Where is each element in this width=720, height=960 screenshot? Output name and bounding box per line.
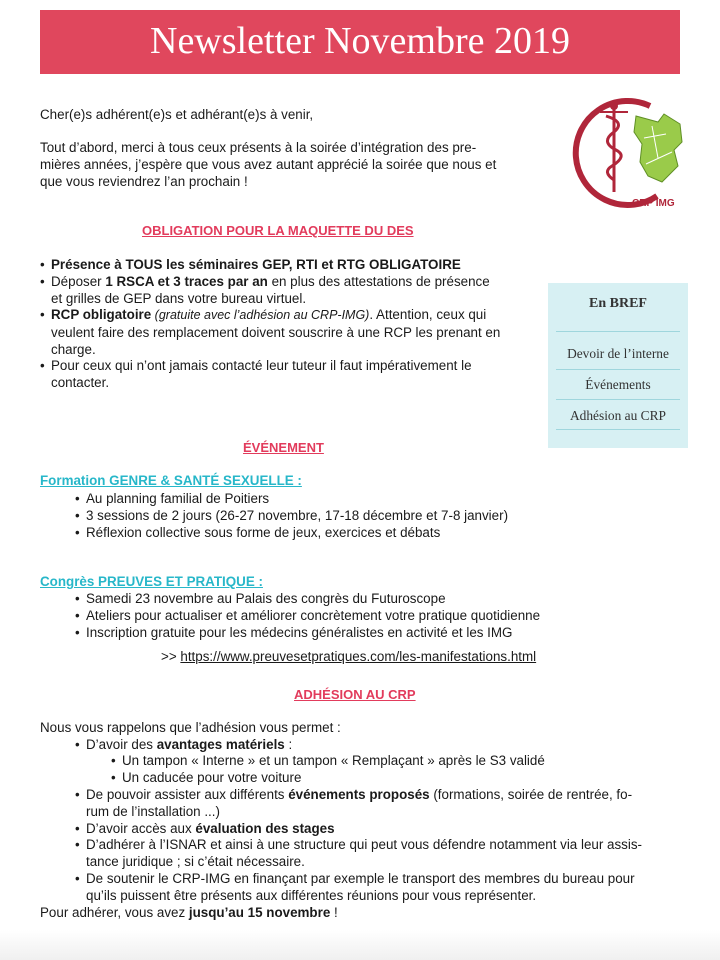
adhesion-subitem: • Un caducée pour votre voiture: [111, 770, 302, 785]
text: !: [330, 905, 338, 920]
adhesion-item-4: • D’adhérer à l’ISNAR et ainsi à une structure qui peut vous défendre notamment via leur assis- tance juridique ; si c’était nécessaire.: [75, 837, 642, 869]
divider: [556, 331, 680, 332]
divider: [556, 399, 680, 400]
text: veulent faire des remplacement doivent souscrire à une RCP les prenant en: [51, 325, 501, 340]
congres-title: Congrès PREUVES ET PRATIQUE :: [40, 574, 263, 589]
divider: [556, 369, 680, 370]
text: Déposer: [51, 274, 106, 289]
bref-item-adhesion[interactable]: Adhésion au CRP: [570, 408, 666, 423]
intro-line-1: Tout d’abord, merci à tous ceux présents à la soirée d’intégration des pre-: [40, 140, 477, 155]
formation-item: • 3 sessions de 2 jours (26-27 novembre, 17-18 décembre et 7-8 janvier): [75, 508, 509, 523]
text: qu’ils puissent être présents aux différentes réunions pour vous représenter.: [86, 888, 537, 903]
text: D’avoir des: [86, 737, 157, 752]
obligation-item-2: • Déposer 1 RSCA et 3 traces par an en plus des attestations de présence et grilles de GEP dans votre bureau virtuel.: [40, 274, 490, 306]
congres-item: • Ateliers pour actualiser et améliorer concrètement votre pratique quotidienne: [75, 608, 541, 623]
bref-item-evenements[interactable]: Événements: [585, 377, 651, 392]
newsletter-title: Newsletter Novembre 2019: [40, 10, 680, 74]
text: Pour adhérer, vous avez: [40, 905, 189, 920]
italic-note: (gratuite avec l’adhésion au CRP-IMG): [151, 308, 370, 322]
text: contacter.: [51, 375, 110, 390]
text: Au planning familial de Poitiers: [86, 491, 270, 506]
text: De pouvoir assister aux différents: [86, 787, 289, 802]
text: et grilles de GEP dans votre bureau virtuel.: [51, 291, 307, 306]
en-bref-box: [548, 283, 688, 448]
intro-line-2: mières années, j’espère que vous avez autant apprécié la soirée que nous et: [40, 157, 497, 172]
adhesion-heading: ADHÉSION AU CRP: [294, 687, 416, 702]
crp-img-logo: [562, 92, 690, 214]
text: Un tampon « Interne » et un tampon « Remplaçant » après le S3 validé: [122, 753, 545, 768]
preuves-pratiques-link[interactable]: https://www.preuvesetpratiques.com/les-manifestations.html: [180, 649, 537, 664]
greeting: Cher(e)s adhérent(e)s et adhérant(e)s à venir,: [40, 107, 314, 122]
text: D’avoir accès aux: [86, 821, 196, 836]
divider: [556, 429, 680, 430]
congres-item: • Inscription gratuite pour les médecins généralistes en activité et les IMG: [75, 625, 513, 640]
obligation-item-1-text: Présence à TOUS les séminaires GEP, RTI et RTG OBLIGATOIRE: [51, 257, 461, 272]
adhesion-item-5: • De soutenir le CRP-IMG en finançant par exemple le transport des membres du bureau pour qu’ils puissent être présents aux différentes réunions pour vous représenter.: [75, 871, 635, 903]
bold-text: évaluation des stages: [195, 821, 335, 836]
bold-text: 1 RSCA et 3 traces par an: [105, 274, 268, 289]
bold-text: RCP obligatoire: [51, 307, 152, 322]
obligation-item-1: • Présence à TOUS les séminaires GEP, RTI et RTG OBLIGATOIRE: [40, 257, 461, 272]
text: De soutenir le CRP-IMG en finançant par exemple le transport des membres du bureau pour: [86, 871, 635, 886]
text: en plus des attestations de présence: [267, 274, 490, 289]
adhesion-item-1: • D’avoir des avantages matériels :: [75, 737, 293, 752]
link-prefix: >>: [161, 649, 181, 664]
text: :: [284, 737, 293, 752]
adhesion-item-2: • De pouvoir assister aux différents événements proposés (formations, soirée de rentrée, fo- rum de l’installation ...): [75, 787, 633, 819]
congres-link-line: [161, 648, 536, 665]
text: tance juridique ; si c’était nécessaire.: [86, 854, 305, 869]
obligation-heading: OBLIGATION POUR LA MAQUETTE DU DES: [142, 223, 414, 238]
formation-title: Formation GENRE & SANTÉ SEXUELLE :: [40, 473, 302, 488]
adhesion-closing: [40, 904, 338, 921]
page-bottom-shade: [0, 930, 720, 960]
text: D’adhérer à l’ISNAR et ainsi à une structure qui peut vous défendre notamment via leur assis-: [86, 837, 642, 852]
text: 3 sessions de 2 jours (26-27 novembre, 17-18 décembre et 7-8 janvier): [86, 508, 509, 523]
obligation-item-4: • Pour ceux qui n’ont jamais contacté leur tuteur il faut impérativement le contacter.: [40, 358, 472, 390]
formation-item: • Réflexion collective sous forme de jeux, exercices et débats: [75, 525, 441, 540]
text: Samedi 23 novembre au Palais des congrès du Futuroscope: [86, 591, 446, 606]
text: (formations, soirée de rentrée, fo-: [429, 787, 633, 802]
obligation-item-3: • RCP obligatoire (gratuite avec l’adhésion au CRP-IMG). Attention, ceux qui veulent faire des remplacement doivent souscrire à une RCP les prenant en charge.: [40, 307, 501, 357]
adhesion-item-3: • D’avoir accès aux évaluation des stages: [75, 821, 335, 836]
text: charge.: [51, 342, 96, 357]
bold-text: avantages matériels: [156, 737, 285, 752]
text: Inscription gratuite pour les médecins généralistes en activité et les IMG: [86, 625, 513, 640]
bref-item-devoir[interactable]: Devoir de l’interne: [567, 346, 669, 361]
bold-text: jusqu’au 15 novembre: [188, 905, 331, 920]
en-bref-title: En BREF: [589, 296, 647, 311]
adhesion-intro: Nous vous rappelons que l’adhésion vous permet :: [40, 720, 341, 735]
text: . Attention, ceux qui: [369, 307, 487, 322]
adhesion-subitem: • Un tampon « Interne » et un tampon « Remplaçant » après le S3 validé: [111, 753, 545, 768]
congres-item: • Samedi 23 novembre au Palais des congrès du Futuroscope: [75, 591, 446, 606]
bold-text: événements proposés: [288, 787, 430, 802]
text: Ateliers pour actualiser et améliorer concrètement votre pratique quotidienne: [86, 608, 541, 623]
logo-text: CRP IMG: [632, 198, 675, 209]
evenement-heading: ÉVÉNEMENT: [243, 440, 324, 455]
text: Réflexion collective sous forme de jeux, exercices et débats: [86, 525, 441, 540]
text: Un caducée pour votre voiture: [122, 770, 302, 785]
intro-line-3: que vous reviendrez l’an prochain !: [40, 174, 248, 189]
formation-item: • Au planning familial de Poitiers: [75, 491, 270, 506]
text: rum de l’installation ...): [86, 804, 220, 819]
text: Pour ceux qui n’ont jamais contacté leur tuteur il faut impérativement le: [51, 358, 472, 373]
